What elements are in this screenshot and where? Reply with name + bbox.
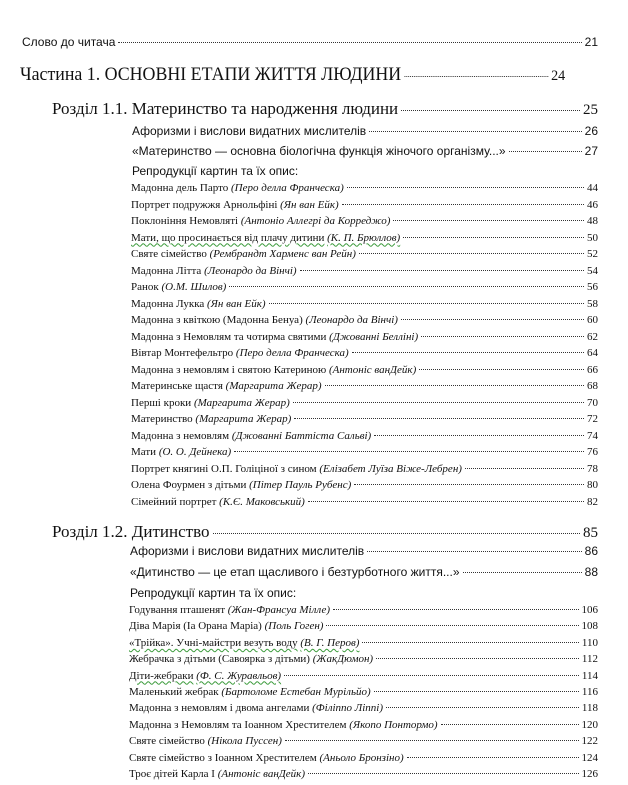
toc-entry-quote-1-1[interactable] [132,144,598,158]
painting-page: 114 [581,669,598,682]
dot-leader [421,336,584,337]
entry-page: 86 [584,544,598,558]
dot-leader [367,551,582,552]
painting-author: (Якопо Понтормо) [349,718,438,731]
entry-title: Афоризми і вислови видатних мислителів [132,124,367,138]
painting-title: Мадонна з Немовлям та Іоанном Хрестителем [129,718,347,731]
painting-title: Поклоніння Немовляті [131,215,239,227]
painting-page: 54 [587,264,598,277]
painting-title: Діти-жебраки [129,669,194,682]
toc-entry-section-1-2[interactable] [52,522,598,542]
dot-leader [407,757,579,758]
painting-page: 62 [587,330,598,343]
painting-entry[interactable] [131,446,598,458]
painting-author: (Перо делла Франческа) [235,347,349,359]
dot-leader [308,773,579,774]
painting-entry[interactable] [131,413,598,425]
painting-title: Ранок [131,281,159,293]
painting-entry[interactable] [131,380,598,392]
painting-entry[interactable] [129,719,598,731]
dot-leader [359,253,584,254]
dot-leader [285,740,579,741]
painting-page: 58 [587,297,598,310]
dot-leader [333,609,579,610]
dot-leader [352,352,584,353]
toc-entry-foreword[interactable] [22,35,598,49]
painting-page: 52 [587,248,598,260]
dot-leader [374,691,579,692]
toc-entry-aphorisms-1-2[interactable] [130,544,598,558]
dot-leader [441,724,579,725]
painting-page: 126 [581,768,598,780]
painting-page: 72 [587,413,598,425]
painting-author: (Антоніо Аллегрі да Корреджо) [240,215,391,227]
dot-leader [347,187,584,188]
painting-author: (Нікола Пуссен) [207,735,282,748]
painting-title: Святе сімейство з Іоанном Хрестителем [129,751,317,764]
dot-leader [234,451,584,452]
painting-title: Мадонна з Немовлям та чотирма святими [131,330,327,343]
painting-page: 60 [587,314,598,326]
painting-title: Мадонна з немовлям і святою Катериною [131,363,327,376]
reproductions-heading-1-1: Репродукції картин та їх опис: [132,164,299,178]
dot-leader [509,151,582,152]
painting-entry[interactable] [131,281,598,293]
dot-leader [393,220,584,221]
painting-author: (Ян ван Ейк) [207,297,266,310]
painting-title: Вівтар Монтефельтро [131,347,234,359]
painting-entry[interactable] [129,604,598,616]
painting-entry[interactable] [131,430,598,442]
painting-page: 46 [587,198,598,211]
painting-title: Святе сімейство [131,248,207,260]
painting-entry[interactable] [131,397,598,409]
painting-author: (Філіппо Ліппі) [312,702,384,715]
painting-title: Материнство [131,413,193,425]
painting-title: Портрет подружжя Арнольфіні [131,198,278,211]
painting-author: (Поль Гоген) [264,620,324,633]
painting-author: (Елізабет Луїза Віже-Лебрен) [319,462,462,475]
painting-entry[interactable] [131,496,598,508]
painting-page: 48 [587,215,598,227]
painting-page: 122 [581,735,598,748]
entry-page: 25 [583,102,598,118]
entry-page: 26 [584,124,598,138]
dot-leader [293,402,584,403]
dot-leader [300,270,584,271]
dot-leader [369,131,582,132]
painting-page: 74 [587,429,598,442]
painting-page: 56 [587,281,598,293]
painting-entry[interactable] [129,735,598,747]
dot-leader [463,572,582,573]
painting-page: 80 [587,479,598,491]
dot-leader [354,484,584,485]
painting-entry[interactable] [131,314,598,326]
painting-entry[interactable] [131,331,598,343]
dot-leader [118,42,581,43]
painting-title: «Трійка». Учні-майстри везуть воду [129,636,298,649]
painting-title: Материнське щастя [131,380,223,392]
painting-entry[interactable] [131,182,598,194]
entry-page: 24 [551,68,566,84]
painting-author: (Бартоломе Естебан Мурільйо) [221,686,371,698]
painting-title: Олена Фоурмен з дітьми [131,479,247,491]
painting-title: Мати [131,446,157,458]
painting-entry[interactable] [129,653,598,665]
entry-page: 88 [584,565,598,579]
painting-title: Мадонна з квіткою (Мадонна Бенуа) [131,314,303,326]
painting-title: Троє дітей Карла І [129,768,215,780]
painting-page: 106 [581,604,598,616]
dot-leader [401,110,580,111]
painting-page: 118 [581,702,598,715]
painting-author: (Джованні Белліні) [329,330,419,343]
entry-title: Слово до читача [22,35,116,49]
painting-title: Мадонна дель Парто [131,182,229,194]
painting-author: (Антоніс ванДейк) [217,768,305,780]
painting-title: Святе сімейство [129,735,205,748]
section-title: Розділ 1.1. Материнство та народження людини [52,99,399,118]
painting-entry[interactable] [131,199,598,211]
painting-page: 108 [581,620,598,633]
dot-leader [465,468,584,469]
painting-title: Жебрачка з дітьми (Савоярка з дітьми) [129,653,310,666]
dot-leader [284,675,579,676]
dot-leader [326,625,578,626]
dot-leader [342,204,584,205]
painting-entry[interactable] [131,265,598,277]
painting-page: 76 [587,446,598,458]
painting-entry[interactable] [129,686,598,698]
painting-author: (Леонардо да Вінчі) [305,314,398,326]
painting-entry[interactable] [129,620,598,632]
painting-page: 82 [587,495,598,508]
painting-author: (Пітер Пауль Рубенс) [249,479,352,491]
painting-title: Перші кроки [131,396,192,409]
painting-entry[interactable] [129,768,598,780]
painting-page: 44 [587,182,598,194]
dot-leader [294,418,584,419]
painting-author: (Рембрандт Харменс ван Рейн) [209,248,356,260]
painting-author: (Джованні Баттіста Сальві) [231,429,372,442]
toc-entry-part1[interactable] [20,64,565,86]
entry-page: 85 [583,525,598,541]
entry-page: 21 [584,35,598,49]
painting-page: 64 [587,347,598,359]
dot-leader [362,642,579,643]
toc-entry-quote-1-2[interactable] [130,565,598,579]
painting-author: (К.Є. Маковський) [219,495,305,508]
painting-author: (О. О. Дейнека) [158,446,232,458]
part-title: Частина 1. ОСНОВНІ ЕТАПИ ЖИТТЯ ЛЮДИНИ [20,64,402,85]
painting-page: 50 [587,231,598,244]
painting-entry[interactable] [131,215,598,227]
painting-entry[interactable] [129,637,598,649]
painting-title: Мадонна Лукка [131,297,205,310]
reproductions-heading-1-2: Репродукції картин та їх опис: [130,586,297,600]
painting-author: (ЖакДюмон) [312,653,374,666]
dot-leader [376,658,579,659]
painting-entry[interactable] [131,364,598,376]
painting-author: (Маргарита Жерар) [195,413,292,425]
painting-entry[interactable] [131,479,598,491]
painting-author: (Перо делла Франческа) [231,182,344,194]
entry-title: Афоризми і вислови видатних мислителів [130,544,365,558]
painting-page: 68 [587,380,598,392]
painting-author: (В. Г. Перов) [300,636,360,649]
painting-title: Мадонна з немовлям [131,429,230,442]
painting-page: 110 [581,636,598,649]
painting-page: 66 [587,363,598,376]
painting-title: Мати, що просинається від плачу дитини [131,231,325,244]
dot-leader [404,76,548,77]
dot-leader [374,435,584,436]
dot-leader [419,369,584,370]
toc-entry-section-1-1[interactable] [52,99,598,119]
painting-author: (Аньоло Бронзіно) [319,751,404,764]
dot-leader [269,303,584,304]
dot-leader [229,286,584,287]
painting-title: Сімейний портрет [131,495,217,508]
painting-author: (Ф. С. Журавльов) [196,669,282,682]
painting-author: (Маргарита Жерар) [225,380,322,392]
painting-title: Годування пташенят [129,604,226,616]
entry-title: «Материнство — основна біологічна функція жіночого організму...» [132,144,506,158]
painting-entry[interactable] [131,463,598,475]
painting-entry[interactable] [131,347,598,359]
dot-leader [213,533,581,534]
painting-author: (К. П. Брюллов) [327,231,401,244]
painting-entry[interactable] [131,248,598,260]
painting-page: 70 [587,396,598,409]
painting-title: Мадонна з немовлям і двома ангелами [129,702,310,715]
dot-leader [403,237,584,238]
painting-title: Мадонна Літта [131,264,202,277]
dot-leader [308,501,584,502]
painting-page: 112 [581,653,598,666]
dot-leader [401,319,584,320]
dot-leader [386,707,579,708]
painting-page: 124 [581,751,598,764]
painting-title: Діва Марія (Іа Орана Маріа) [129,620,262,633]
painting-entry[interactable] [129,670,598,682]
painting-entry[interactable] [131,232,598,244]
entry-title: «Дитинство — це етап щасливого і безтурботного життя...» [130,565,460,579]
painting-title: Портрет княгині О.П. Голіціної з сином [131,462,317,475]
painting-author: (Антоніс ванДейк) [328,363,417,376]
painting-author: (Леонардо да Вінчі) [204,264,297,277]
painting-entry[interactable] [131,298,598,310]
painting-page: 116 [581,686,598,698]
painting-author: (О.М. Шилов) [161,281,227,293]
section-title: Розділ 1.2. Дитинство [52,522,210,541]
entry-page: 27 [584,144,598,158]
toc-entry-aphorisms-1-1[interactable] [132,124,598,138]
painting-entry[interactable] [129,702,598,714]
painting-page: 120 [581,718,598,731]
dot-leader [325,385,584,386]
painting-author: (Жан-Франсуа Мілле) [227,604,330,616]
painting-author: (Маргарита Жерар) [193,396,290,409]
painting-page: 78 [587,462,598,475]
painting-title: Маленький жебрак [129,686,219,698]
painting-entry[interactable] [129,752,598,764]
painting-author: (Ян ван Ейк) [280,198,339,211]
